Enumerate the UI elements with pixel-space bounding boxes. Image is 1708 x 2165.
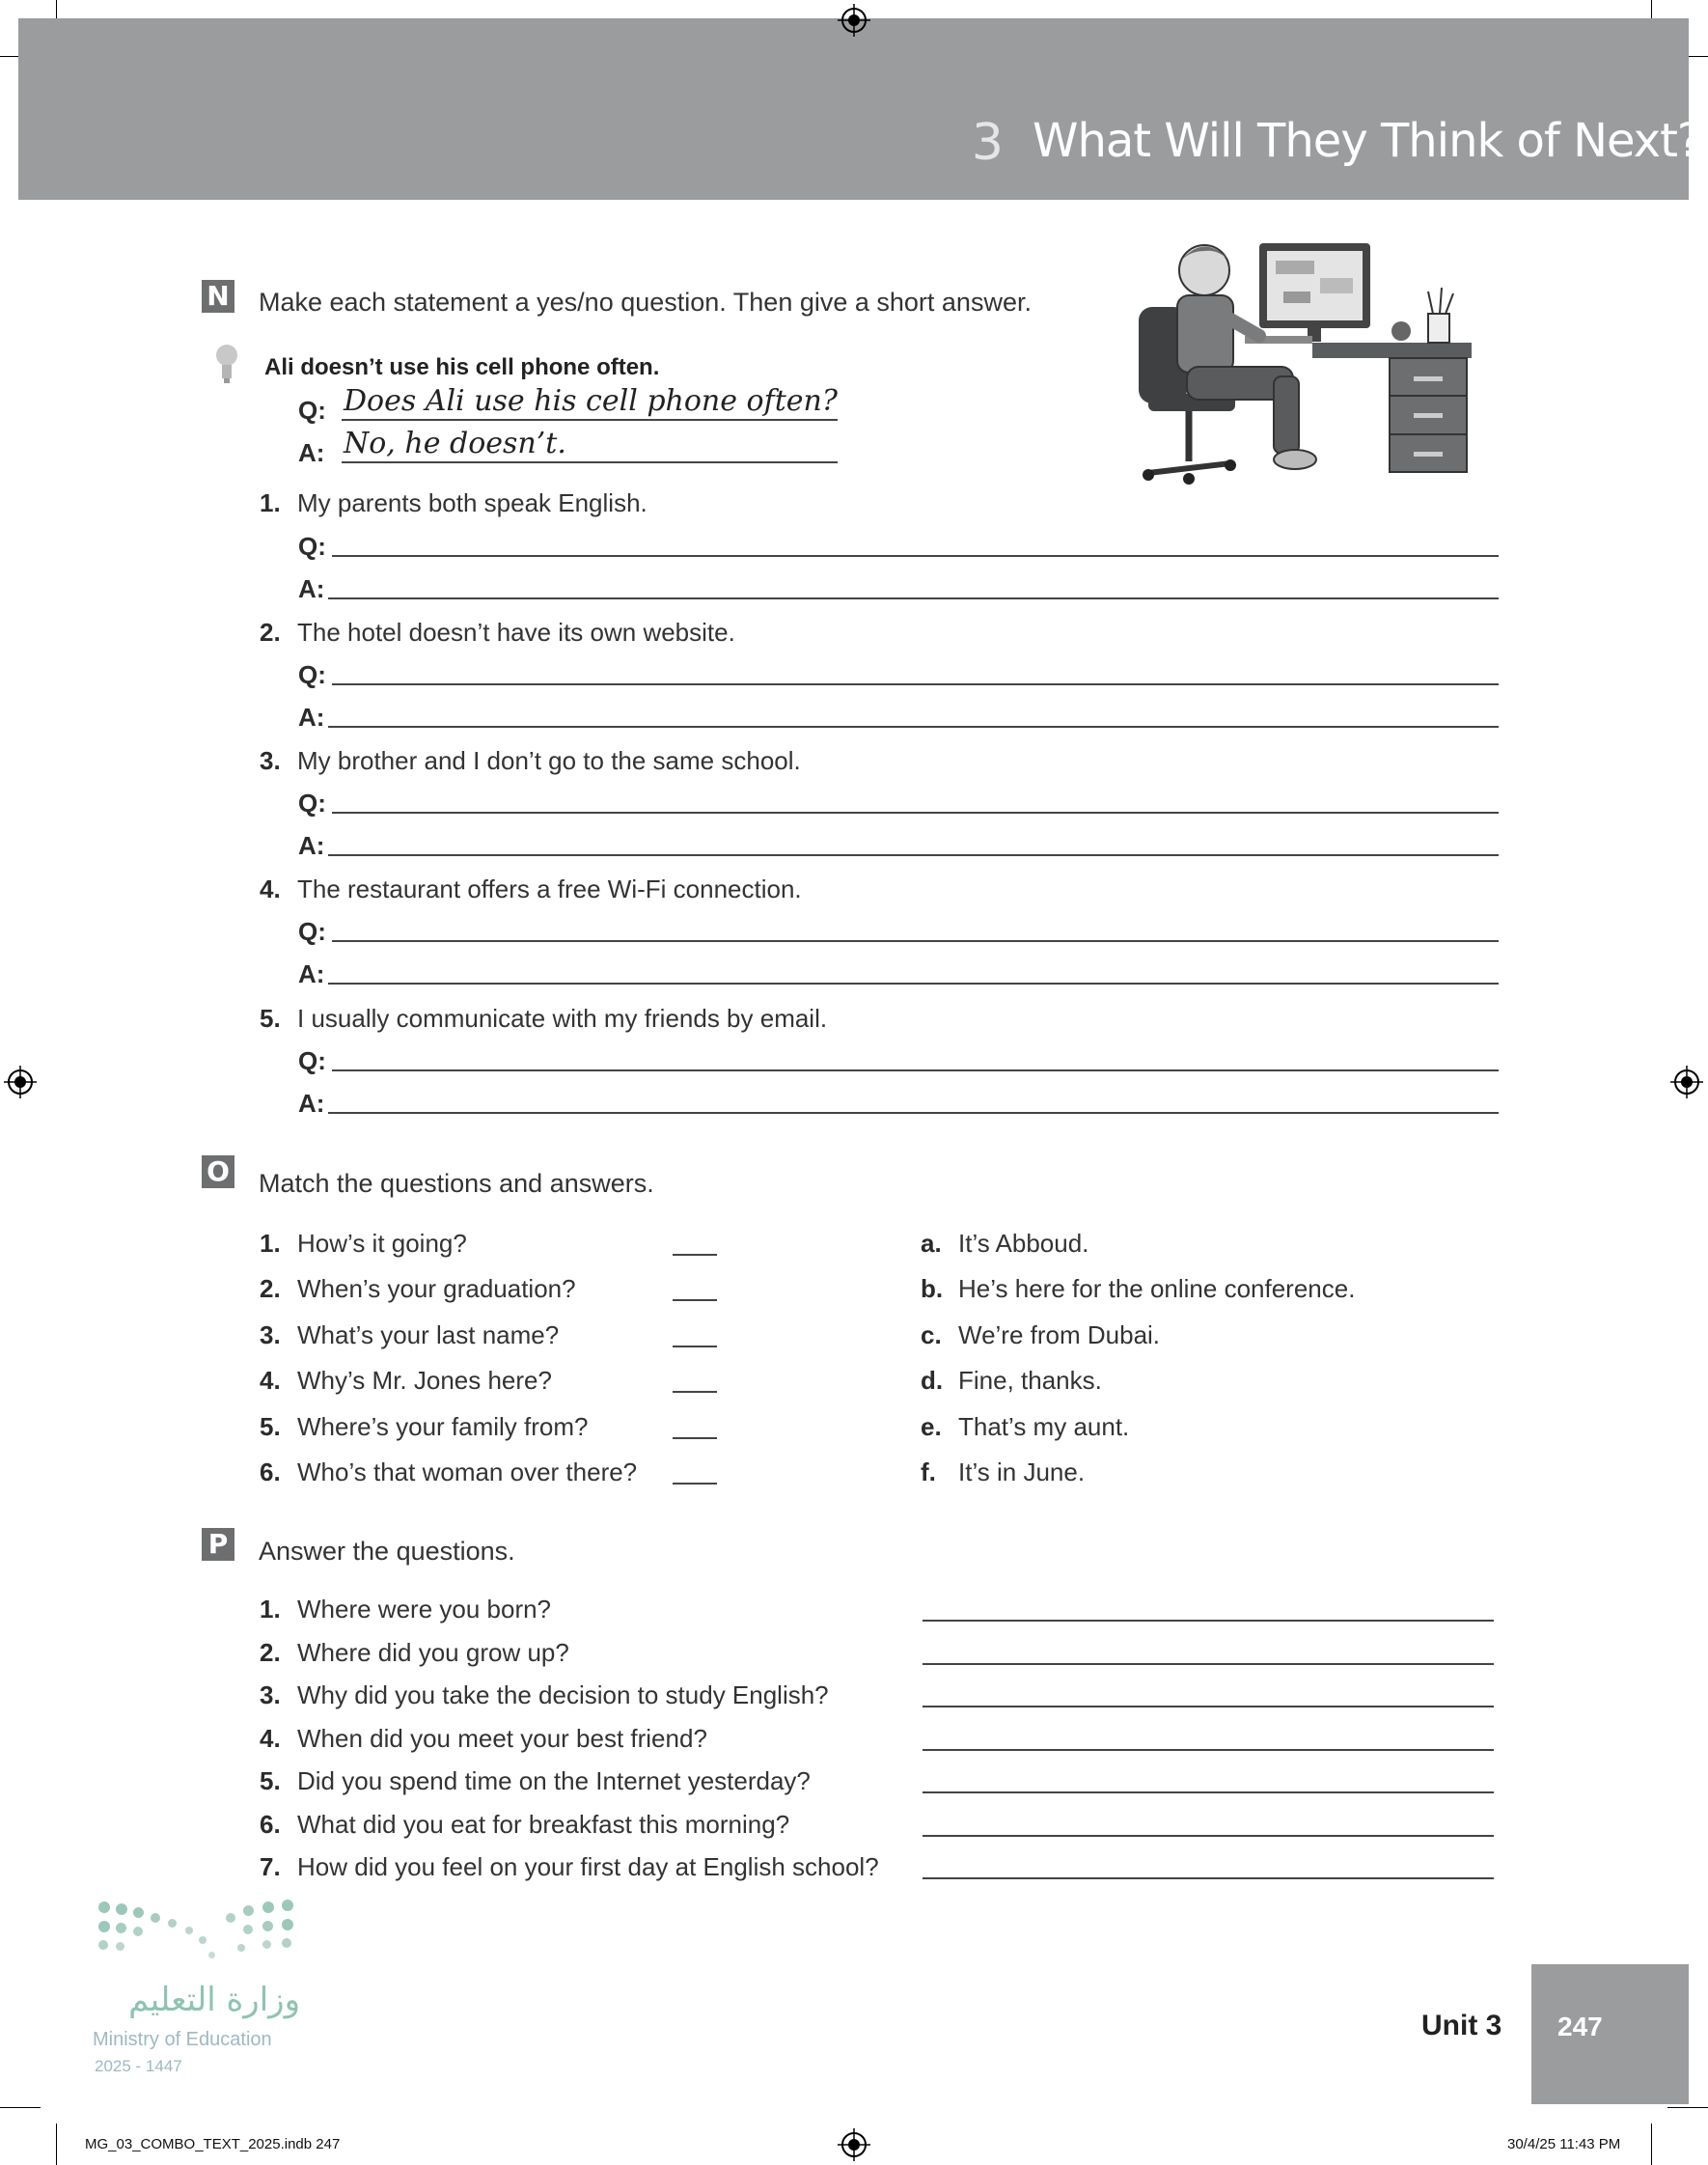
unit-label: Unit 3 bbox=[1421, 2010, 1502, 2041]
open-question: When did you meet your best friend? bbox=[297, 1724, 707, 1753]
question-answer-line[interactable] bbox=[332, 555, 1499, 557]
q-label: Q: bbox=[298, 1046, 326, 1075]
question-number: 7. bbox=[260, 1852, 281, 1881]
match-answer: Fine, thanks. bbox=[958, 1366, 1102, 1395]
section-n-instruction: Make each statement a yes/no question. Then give a short answer. bbox=[259, 288, 1032, 317]
item-statement: My brother and I don’t go to the same school. bbox=[297, 746, 801, 775]
match-question: Why’s Mr. Jones here? bbox=[297, 1366, 552, 1395]
short-answer-line[interactable] bbox=[328, 983, 1499, 985]
question-number: 2. bbox=[260, 1638, 281, 1667]
print-timestamp: 30/4/25 11:43 PM bbox=[1507, 2136, 1621, 2152]
match-question: What’s your last name? bbox=[297, 1320, 560, 1349]
answer-line[interactable] bbox=[923, 1835, 1494, 1837]
open-question: What did you eat for breakfast this morning? bbox=[297, 1810, 790, 1839]
open-question: How did you feel on your first day at English school? bbox=[297, 1852, 879, 1881]
answer-letter: c. bbox=[921, 1320, 942, 1349]
match-answer: It’s Abboud. bbox=[958, 1229, 1089, 1258]
question-answer-line[interactable] bbox=[332, 1069, 1499, 1071]
example-q-label: Q: bbox=[298, 396, 326, 425]
example-short-answer: No, he doesn’t. bbox=[344, 427, 566, 460]
q-label: Q: bbox=[298, 917, 326, 946]
answer-line[interactable] bbox=[923, 1749, 1494, 1751]
answer-letter: a. bbox=[921, 1229, 942, 1258]
match-answer: He’s here for the online conference. bbox=[958, 1274, 1356, 1303]
section-p-label: P bbox=[202, 1528, 234, 1561]
q-label: Q: bbox=[298, 789, 326, 818]
answer-line[interactable] bbox=[923, 1706, 1494, 1707]
question-answer-line[interactable] bbox=[332, 812, 1499, 814]
example-q-line bbox=[342, 419, 838, 421]
match-answer-blank[interactable] bbox=[673, 1483, 717, 1485]
answer-letter: e. bbox=[921, 1412, 942, 1441]
registration-mark-icon bbox=[838, 4, 870, 37]
short-answer-line[interactable] bbox=[328, 597, 1499, 599]
ministry-logo-dots bbox=[93, 1898, 305, 1975]
item-number: 2. bbox=[260, 618, 281, 647]
question-number: 6. bbox=[260, 1457, 281, 1486]
boy-at-computer-illustration bbox=[1129, 232, 1486, 512]
section-p-instruction: Answer the questions. bbox=[259, 1537, 515, 1566]
registration-mark-icon bbox=[1670, 1066, 1703, 1098]
q-label: Q: bbox=[298, 532, 326, 561]
file-info: MG_03_COMBO_TEXT_2025.indb 247 bbox=[85, 2136, 341, 2152]
registration-mark-icon bbox=[4, 1066, 37, 1098]
answer-line[interactable] bbox=[923, 1620, 1494, 1622]
question-number: 4. bbox=[260, 1366, 281, 1395]
item-statement: The restaurant offers a free Wi-Fi connection. bbox=[297, 874, 802, 903]
open-question: Did you spend time on the Internet yesterday? bbox=[297, 1766, 811, 1795]
question-number: 3. bbox=[260, 1320, 281, 1349]
section-o-instruction: Match the questions and answers. bbox=[259, 1169, 654, 1198]
question-number: 6. bbox=[260, 1810, 281, 1839]
a-label: A: bbox=[298, 831, 325, 860]
match-question: How’s it going? bbox=[297, 1229, 467, 1258]
short-answer-line[interactable] bbox=[328, 1112, 1499, 1114]
short-answer-line[interactable] bbox=[328, 854, 1499, 856]
page-number: 247 bbox=[1557, 2012, 1603, 2041]
match-answer: We’re from Dubai. bbox=[958, 1320, 1161, 1349]
q-label: Q: bbox=[298, 660, 326, 689]
short-answer-line[interactable] bbox=[328, 726, 1499, 728]
match-question: Who’s that woman over there? bbox=[297, 1457, 638, 1486]
answer-letter: d. bbox=[921, 1366, 944, 1395]
a-label: A: bbox=[298, 1089, 325, 1118]
ministry-arabic-name: وزارة التعليم bbox=[128, 1981, 300, 2019]
question-answer-line[interactable] bbox=[332, 940, 1499, 942]
unit-number: 3 bbox=[971, 114, 1004, 172]
open-question: Where were you born? bbox=[297, 1595, 552, 1624]
item-statement: I usually communicate with my friends by email. bbox=[297, 1004, 828, 1033]
registration-mark-icon bbox=[838, 2128, 870, 2161]
match-question: Where’s your family from? bbox=[297, 1412, 589, 1441]
answer-line[interactable] bbox=[923, 1663, 1494, 1665]
example-question-answer: Does Ali use his cell phone often? bbox=[344, 384, 838, 418]
match-answer-blank[interactable] bbox=[673, 1391, 717, 1393]
question-number: 5. bbox=[260, 1766, 281, 1795]
match-answer-blank[interactable] bbox=[673, 1254, 717, 1256]
answer-line[interactable] bbox=[923, 1791, 1494, 1793]
match-answer-blank[interactable] bbox=[673, 1299, 717, 1301]
chapter-header-band bbox=[18, 18, 1689, 200]
item-statement: The hotel doesn’t have its own website. bbox=[297, 618, 735, 647]
item-number: 3. bbox=[260, 746, 281, 775]
question-number: 3. bbox=[260, 1680, 281, 1709]
match-answer-blank[interactable] bbox=[673, 1346, 717, 1347]
ministry-year: 2025 - 1447 bbox=[95, 2057, 182, 2075]
answer-letter: f. bbox=[921, 1457, 936, 1486]
section-n-label: N bbox=[202, 280, 234, 313]
open-question: Where did you grow up? bbox=[297, 1638, 569, 1667]
page-number-tab bbox=[1531, 1964, 1689, 2104]
example-a-line bbox=[342, 461, 838, 463]
match-answer-blank[interactable] bbox=[673, 1437, 717, 1439]
item-number: 1. bbox=[260, 488, 281, 517]
question-number: 2. bbox=[260, 1274, 281, 1303]
match-question: When’s your graduation? bbox=[297, 1274, 576, 1303]
match-answer: It’s in June. bbox=[958, 1457, 1086, 1486]
unit-title: What Will They Think of Next? bbox=[1033, 114, 1701, 168]
a-label: A: bbox=[298, 574, 325, 603]
question-number: 1. bbox=[260, 1595, 281, 1624]
ministry-english-name: Ministry of Education bbox=[93, 2029, 272, 2050]
example-statement: Ali doesn’t use his cell phone often. bbox=[264, 354, 660, 380]
answer-letter: b. bbox=[921, 1274, 944, 1303]
lightbulb-icon bbox=[214, 342, 239, 386]
question-number: 5. bbox=[260, 1412, 281, 1441]
item-number: 5. bbox=[260, 1004, 281, 1033]
example-a-label: A: bbox=[298, 438, 325, 467]
question-answer-line[interactable] bbox=[332, 683, 1499, 685]
item-number: 4. bbox=[260, 874, 281, 903]
answer-line[interactable] bbox=[923, 1877, 1494, 1879]
match-answer: That’s my aunt. bbox=[958, 1412, 1130, 1441]
question-number: 4. bbox=[260, 1724, 281, 1753]
section-o-label: O bbox=[202, 1155, 234, 1188]
open-question: Why did you take the decision to study English? bbox=[297, 1680, 829, 1709]
question-number: 1. bbox=[260, 1229, 281, 1258]
a-label: A: bbox=[298, 703, 325, 732]
item-statement: My parents both speak English. bbox=[297, 488, 647, 517]
a-label: A: bbox=[298, 959, 325, 988]
